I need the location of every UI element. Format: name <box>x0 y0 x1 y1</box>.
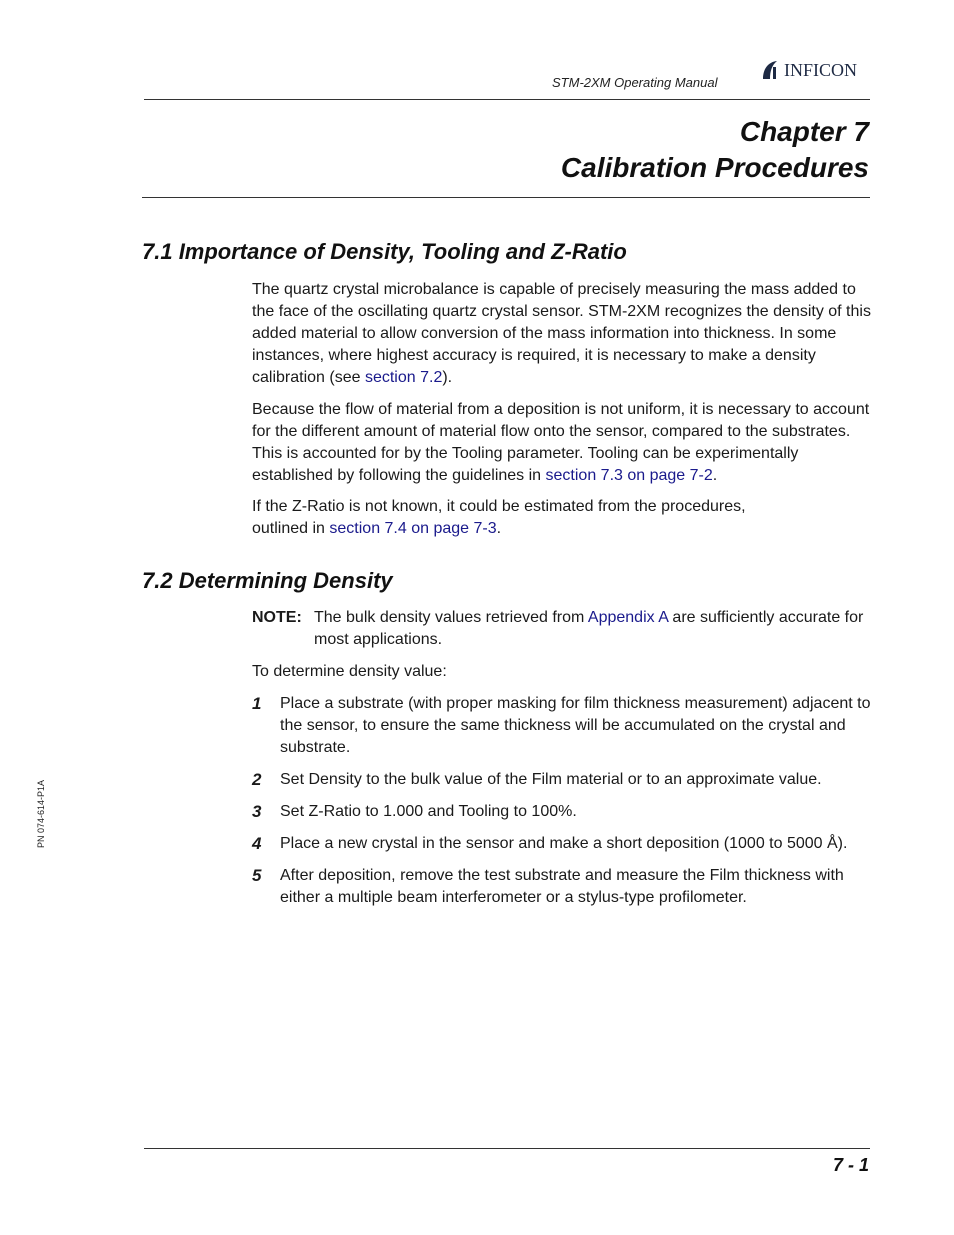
step-1 <box>252 693 874 759</box>
note <box>252 607 872 651</box>
step-number: 1 <box>252 694 262 713</box>
header-rule <box>144 99 870 100</box>
paragraph-text: outlined in <box>252 520 330 537</box>
link-section-7-3[interactable]: section 7.3 on page 7-2 <box>545 467 713 484</box>
step-number: 4 <box>252 834 262 853</box>
paragraph-end: . <box>496 520 502 537</box>
footer-rule <box>144 1148 870 1149</box>
section-7-2-heading: 7.2 Determining Density <box>142 568 393 593</box>
step-3 <box>252 801 874 823</box>
note-body <box>314 607 872 651</box>
logo-text: INFICON <box>784 59 858 80</box>
paragraph-text: The quartz crystal microbalance is capable of precisely measuring the mass added to the face of the oscillating quartz crystal sensor. STM-2XM recognizes the density of this added material to allow conversion of the mass information into thickness. In some instances, where highest accuracy is required, it is necessary to make a density calibration (see <box>252 281 871 386</box>
paragraph-end: . <box>712 467 718 484</box>
section-7-1-heading: 7.1 Importance of Density, Tooling and Z-Ratio <box>142 239 627 264</box>
step-text: After deposition, remove the test substrate and measure the Film thickness with either a multiple beam interferometer or a stylus-type profilometer. <box>280 867 844 906</box>
note-label: NOTE: <box>252 609 302 626</box>
page-number: 7 - 1 <box>832 1155 869 1175</box>
procedure-intro: To determine density value: <box>252 663 447 680</box>
note-end: are sufficiently accurate for most applications. <box>314 609 864 648</box>
inficon-logo <box>760 59 857 81</box>
part-number: PN 074-614-P1A <box>36 779 46 848</box>
step-text: Set Z-Ratio to 1.000 and Tooling to 100%. <box>280 803 577 820</box>
step-number: 5 <box>252 866 262 885</box>
paragraph-end: ). <box>442 369 453 386</box>
manual-title: STM-2XM Operating Manual <box>552 75 718 90</box>
step-text: Set Density to the bulk value of the Film material or to an approximate value. <box>280 771 822 788</box>
link-appendix-a[interactable]: Appendix A <box>587 609 668 626</box>
chapter-title <box>561 114 869 186</box>
step-text: Place a substrate (with proper masking for film thickness measurement) adjacent to the sensor, to ensure the same thickness will be accumulated on the crystal and substrate. <box>280 695 871 756</box>
section-7-1-paragraph-2 <box>252 399 872 487</box>
link-section-7-4[interactable]: section 7.4 on page 7-3 <box>329 520 497 537</box>
link-section-7-2[interactable]: section 7.2 <box>364 369 443 386</box>
paragraph-line: If the Z-Ratio is not known, it could be estimated from the procedures, <box>252 498 746 515</box>
section-7-1-paragraph-3 <box>252 496 872 540</box>
step-text: Place a new crystal in the sensor and make a short deposition (1000 to 5000 Å). <box>280 835 848 852</box>
step-5 <box>252 865 874 909</box>
step-number: 3 <box>252 802 262 821</box>
inficon-logo-icon <box>760 59 782 81</box>
chapter-number: Chapter 7 <box>739 116 869 147</box>
step-4 <box>252 833 874 855</box>
step-number: 2 <box>252 770 262 789</box>
paragraph-text: Because the flow of material from a deposition is not uniform, it is necessary to account for the different amount of material flow onto the sensor, compared to the substrates. This is accounted for by the Tooling parameter. Tooling can be experimentally established by following the guidelines in <box>252 401 870 484</box>
chapter-rule <box>142 197 870 198</box>
step-2 <box>252 769 874 791</box>
note-text: The bulk density values retrieved from <box>314 609 588 626</box>
section-7-1-paragraph-1 <box>252 279 872 389</box>
chapter-name: Calibration Procedures <box>560 152 869 183</box>
